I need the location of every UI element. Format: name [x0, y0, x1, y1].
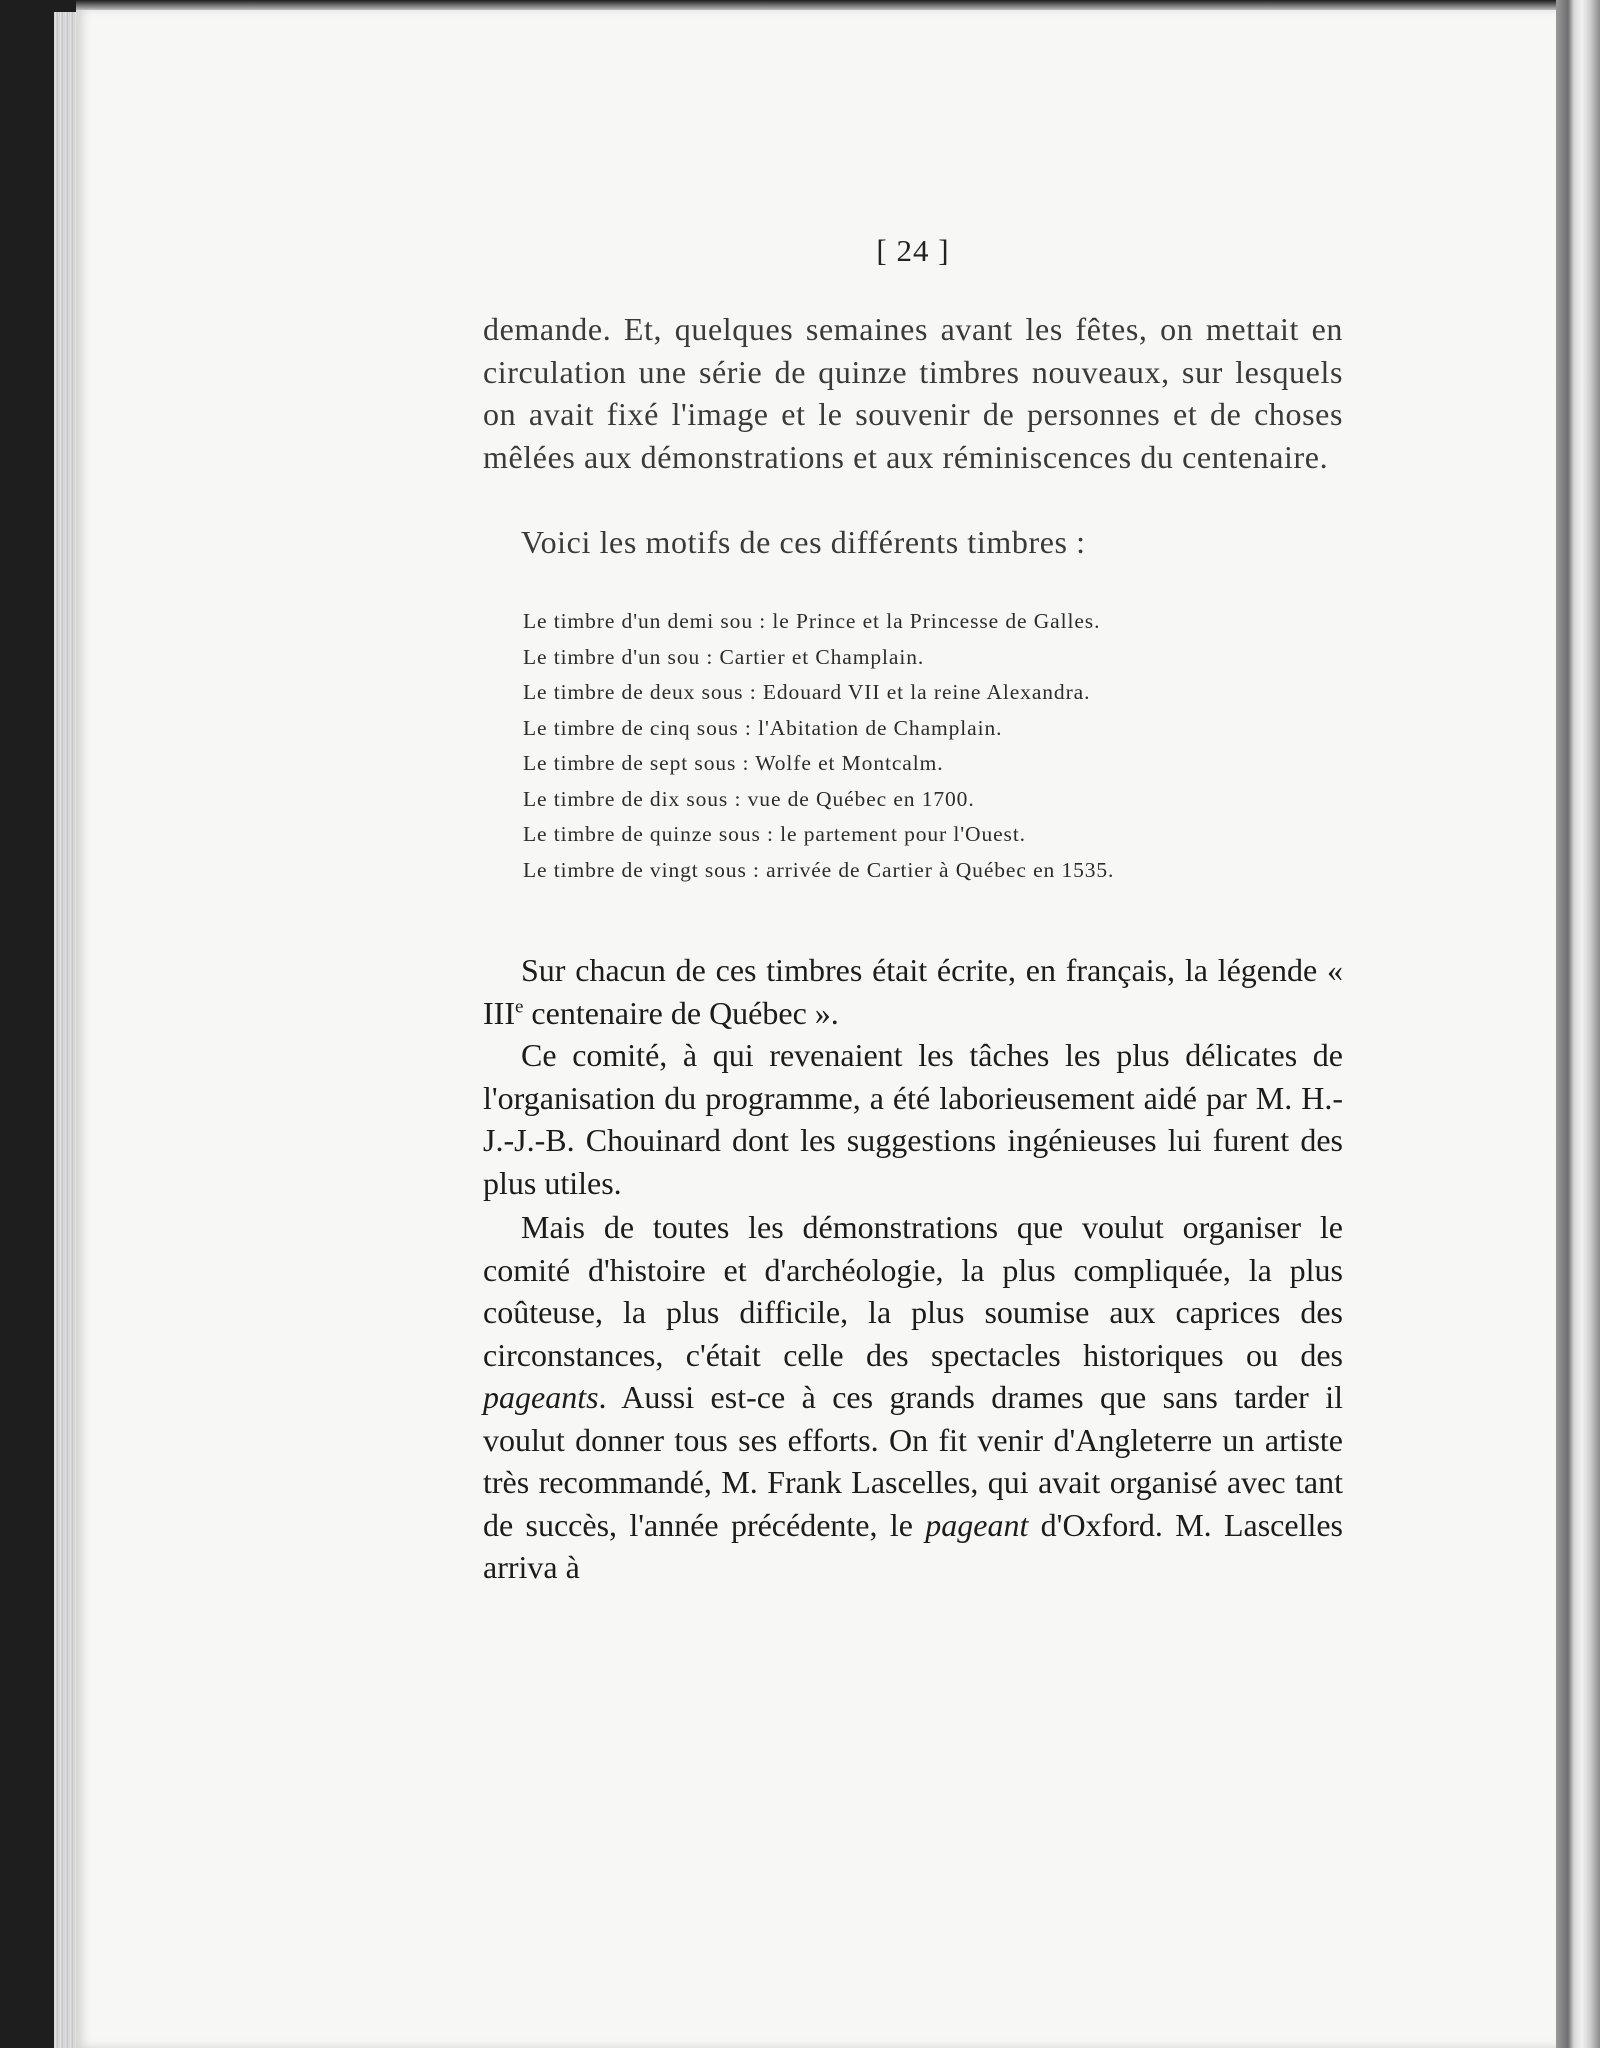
stamp-label: Le timbre de vingt sous : [523, 857, 760, 882]
paragraph-4: Ce comité, à qui revenaient les tâches les plus délicates de l'organisation du programme, a été laborieusement aidé par M. H.-J.-J.-B. Chouinard dont les suggestions ingénieuses lui furent des plus utiles. [483, 1037, 1343, 1201]
superscript-e: e [514, 995, 524, 1017]
list-item [523, 675, 1363, 711]
paragraph-3-end: centenaire de Québec ». [523, 994, 839, 1031]
list-item [523, 746, 1363, 782]
stamp-label: Le timbre de cinq sous : [523, 715, 752, 740]
italic-pageants: pageants [483, 1379, 599, 1415]
stamp-label: Le timbre de sept sous : [523, 751, 750, 775]
list-item [523, 817, 1363, 853]
top-edge [76, 0, 1558, 10]
paragraph-2: Voici les motifs de ces différents timbres : [521, 524, 1086, 560]
list-item [523, 782, 1363, 818]
paragraph-5 [483, 1206, 1343, 1589]
stamp-subject: Wolfe et Montcalm. [755, 751, 944, 775]
stamp-subject: l'Abitation de Champlain. [758, 715, 1003, 740]
stamp-subject: le Prince et la Princesse de Galles. [772, 609, 1101, 633]
paragraph-5-part-2: . Aussi est-ce à ces grands drames que sans tarder il voulut donner tous ses efforts. On fit venir d'Angleterre un artiste très recommandé, M. Frank Lascelles, qui avait organisé avec tant de succès, l'année précédente, le [483, 1379, 1343, 1543]
page-number: [ 24 ] [876, 233, 950, 268]
stamp-label: Le timbre d'un sou : [523, 644, 714, 669]
stamp-subject: vue de Québec en 1700. [747, 786, 975, 811]
paragraph-3 [483, 949, 1343, 1034]
list-item [523, 853, 1363, 889]
stamp-label: Le timbre de quinze sous : [523, 822, 774, 846]
list-item [523, 604, 1363, 640]
stamp-label: Le timbre de deux sous : [523, 680, 757, 704]
stamp-label: Le timbre d'un demi sou : [523, 609, 767, 633]
stamp-subject: arrivée de Cartier à Québec en 1535. [766, 857, 1115, 882]
stamp-subject: Edouard VII et la reine Alexandra. [762, 680, 1091, 704]
stamp-label: Le timbre de dix sous : [523, 786, 742, 811]
list-item [523, 711, 1363, 747]
paragraph-5-part-3: d'Oxford. M. Lascelles arriva à [483, 1506, 1344, 1585]
italic-pageant: pageant [925, 1506, 1029, 1543]
stamp-list [523, 604, 1363, 888]
stamp-subject: Cartier et Champlain. [719, 644, 925, 669]
list-item [523, 640, 1363, 676]
paragraph-1: demande. Et, quelques semaines avant les fêtes, on mettait en circulation une série de quinze timbres nouveaux, sur lesquels on avait fixé l'image et le souvenir de personnes et de choses mêlées aux démonstrations et aux réminiscences du centenaire. [483, 311, 1343, 475]
paragraph-5-part-1: Mais de toutes les démonstrations que voulut organiser le comité d'histoire et d'archéologie, la plus compliquée, la plus coûteuse, la plus difficile, la plus soumise aux caprices des circonstances, c'était celle des spectacles historiques ou des [483, 1209, 1343, 1373]
stamp-subject: le partement pour l'Ouest. [780, 822, 1026, 846]
binding-shadow [1556, 0, 1600, 2048]
paragraph-3-text: Sur chacun de ces timbres était écrite, en français, la légende « III [483, 952, 1343, 1031]
